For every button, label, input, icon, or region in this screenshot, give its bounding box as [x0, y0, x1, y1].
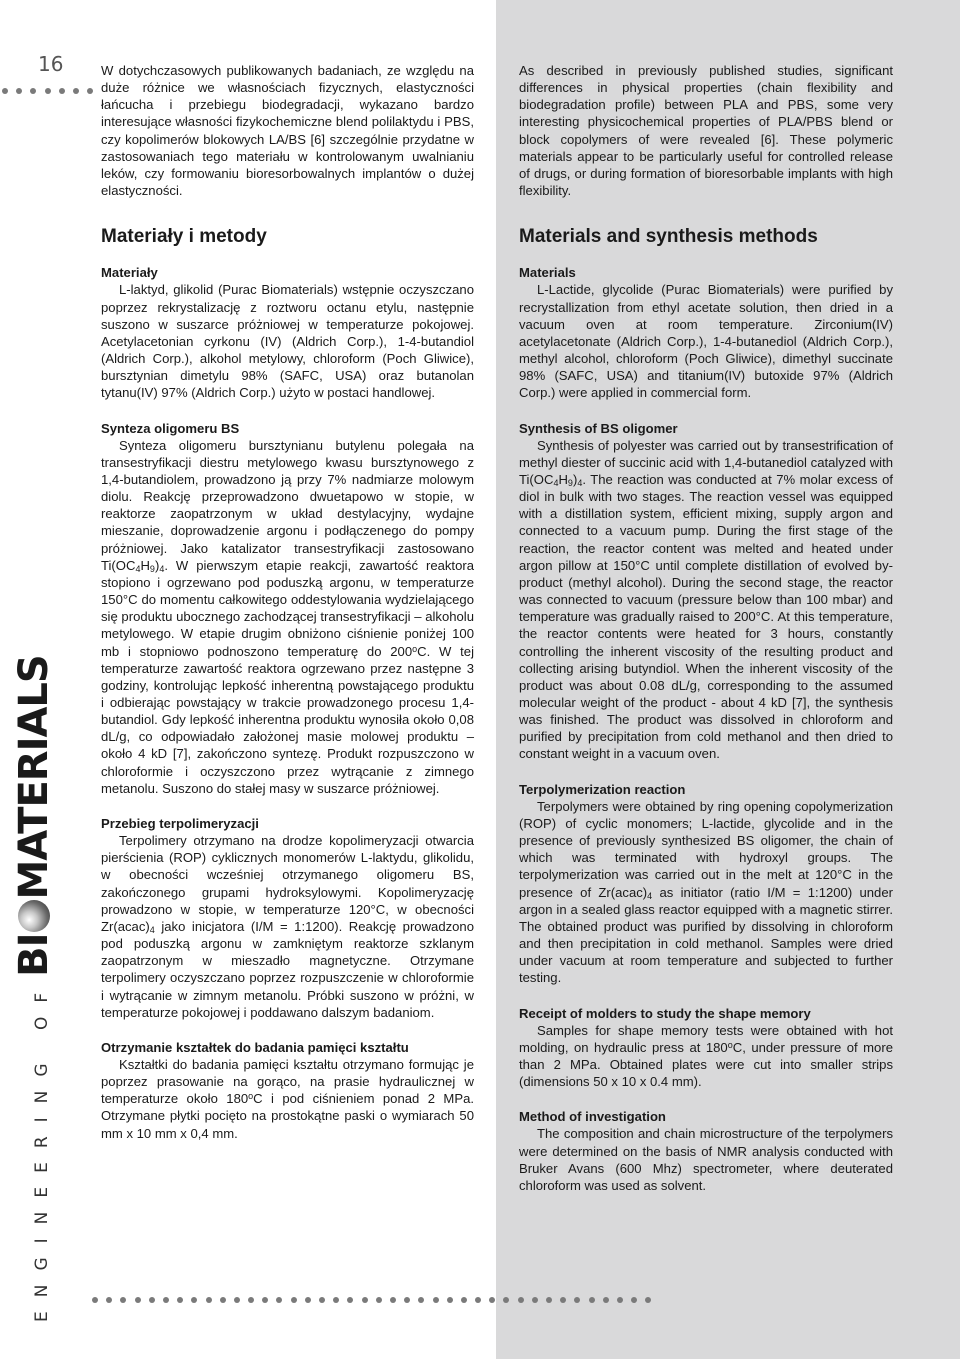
journal-logo-top-line: ENGINEERING OF	[32, 978, 52, 1322]
shape-memory-paragraph-en: Samples for shape memory tests were obtained with hot molding, on hydraulic press at 180$^o$C, under pressure of more than 2 MPa. Obtained plates were cut into smaller strips (dimensions 50 x 10 x 0.4 mm).	[519, 1022, 893, 1090]
sphere-logo-icon	[18, 901, 50, 933]
materials-heading-en: Materials	[519, 265, 576, 281]
shape-memory-heading-pl: Otrzymanie kształtek do badania pamięci kształtu	[101, 1039, 409, 1055]
terpolymerization-heading-pl: Przebieg terpolimeryzacji	[101, 815, 259, 831]
materials-heading-pl: Materiały	[101, 265, 158, 281]
journal-logo-main-left: BI	[11, 933, 57, 977]
section-title-pl: Materiały i metody	[101, 226, 267, 248]
materials-paragraph-en: L-Lactide, glycolide (Purac Biomaterials) were purified by recrystallization from ethyl acetate solution, then dried in a vacuum oven at room temperature. Zirconium(IV) acetylacetonate (Aldrich Corp.), 1-4-butanediol (Aldrich Corp.), methyl alcohol, chloroform (Poch Gliwice), dimethyl succinate 98% (SAFC, USA) and titanium(IV) butoxide 97% (Aldrich Corp.) were applied in commercial form.	[519, 282, 893, 401]
english-column	[519, 62, 893, 1194]
synthesis-paragraph-en: Synthesis of polyester was carried out by transestrification of methyl diester of succinic acid with 1,4-butanediol catalyzed with $Ti(OC_4H_9)_4$. The reaction was conducted at 7% molar excess of diol in bulk with two stages. The reaction vessel was equipped with a distillation system, efficient mixing, supply argon and connected to a vacuum pump. During the first stage of the reaction, the reactor content was melted and heated under argon pillow at 150°C until complete distillation of evolved by-product (methyl alcohol). During the second stage, the reactor was connected to vacuum (pressure below than 100 mbar) and temperature was gradually raised to 200°C. At this temperature, the reactor contents were heated for 3 hours, constantly controlling the inherent viscosity of the resulting product and collecting arising butyndiol. When the inherent viscosity of the product was about 0.08 dL/g, corresponding to the assumed molecular weight of the product - about 4 kD [7], the synthesis was finished. The product was dissolved in chloroform and purified by precipitation from cold methanol and then dried to constant weight in a vacuum oven.	[519, 437, 893, 762]
terpolymerization-paragraph-en: Terpolymers were obtained by ring opening copolymerization (ROP) of cyclic monomers; L-lactide, glycolide and in the presence of previously synthesized BS oligomer, the chain of which was terminated with hydroxyl groups. The terpolymerization was carried out in the melt at 120°C in the presence of $Zr(acac)_4$ as initiator (ratio I/M = 1:1200) under argon in a sealed glass reactor equipped with a magnetic stirrer. The obtained product was purified by dissolving in chloroform and then precipitation in cold methanol. Samples were dried under vacuum at room temperature and subjected to further testing.	[519, 798, 893, 986]
section-title-en: Materials and synthesis methods	[519, 226, 818, 248]
intro-paragraph-en: As described in previously published studies, significant differences in physical properties (chain flexibility and biodegradation profile) between PLA and PBS, some very interesting physicochemical properties of PLA/PBS blend or block copolymers of were revealed [6]. These polymeric materials appear to be particularly useful for controlled release of drugs, or during formation of bioresorbable implants with high flexibility.	[519, 63, 893, 199]
page-number: 16	[38, 52, 64, 76]
method-paragraph-en: The composition and chain microstructure of the terpolymers were determined on the basis of NMR analysis conducted with Bruker Avans (600 Mhz) spectrometer, where deuterated chloroform was used as solvent.	[519, 1126, 893, 1193]
terpolymerization-heading-en: Terpolymerization reaction	[519, 781, 686, 797]
journal-logo-main-right: MATERIALS	[11, 655, 57, 900]
shape-memory-paragraph-pl: Kształtki do badania pamięci kształtu otrzymano formując je poprzez prasowanie na gorąco, na prasie hydraulicznej w temperaturze około 180$^o$C i pod ciśnieniem ponad 2 MPa. Otrzymane płytki pocięto na prostokątne paski o wymiarach 50 mm x 10 mm x 0,4 mm.	[101, 1056, 474, 1141]
terpolymerization-paragraph-pl: Terpolimery otrzymano na drodze kopolimeryzacji otwarcia pierścienia (ROP) cyklicznych monomerów L-laktydu, glikolidu, w obecności wcześniej otrzymanego oligomeru BS, zakończonego grupami hydroksylowymi. Kopolimeryzację prowadzono w stopie, w temperaturze 120°C, w obecności $Zr(acac)_4$ jako inicjatora (I/M = 1:1200). Reakcję prowadzono pod poduszką argonu w zamkniętym reaktorze szklanym zaopatrzonym w mieszadło magnetyczne. Otrzymane terpolimery oczyszczano poprzez rozpuszczenie w chloroformie i wytrącanie w zimnym metanolu. Próbki suszono w próżni, w temperaturze pokojowej i poddawano dalszym badaniom.	[101, 833, 474, 1020]
method-heading-en: Method of investigation	[519, 1109, 666, 1125]
synthesis-paragraph-pl: Synteza oligomeru bursztynianu butylenu polegała na transestryfikacji diestru metylowego kwasu bursztynowego z 1,4-butandiolem, prowadzono ją przy 7% nadmiarze molowym diolu. Reakcję przeprowadzono dwuetapowo w stopie, w reaktorze zaopatrzonym w układ destylacyjny, wydajne mieszanie, doprowadzenie argonu i podłączenego do pompy próżniowej. Jako katalizator transestryfikacji zastosowano $Ti(OC_4H_9)_4$. W pierwszym etapie reakcji, zawartość reaktora stopiono i ogrzewano pod poduszką argonu, w temperaturze 150°C do momentu całkowitego oddestylowania wydzielającego się produktu ubocznego zachodzącej transestryfikacji – alkoholu metylowego. W etapie drugim obniżono ciśnienie poniżej 100 mb i stopniowo podnoszono temperaturę do 200$^o$C. W tej temperaturze zawartość reaktora ogrzewano przez następne 3 godziny, kontrolując lepkość inherentną powstającego produktu i odbierając powstający w trakcie prowadzonego procesu 1,4-butandiol. Gdy lepkość inherentna produktu wynosiła około 0,08 dL/g, co odpowiadało założonej masie molowej produktu – około 4 kD [7], zakończono syntezę. Produkt rozpuszczono w chloroformie i oczyszczono przez wytrącanie z zimnego metanolu. Suszono do stałej masy w suszarce próżniowej.	[101, 437, 474, 796]
synthesis-heading-pl: Synteza oligomeru BS	[101, 420, 240, 436]
shape-memory-heading-en: Receipt of molders to study the shape memory	[519, 1005, 811, 1021]
polish-column	[101, 62, 474, 1142]
journal-logo	[11, 655, 57, 1322]
synthesis-heading-en: Synthesis of BS oligomer	[519, 420, 678, 436]
bottom-dot-divider	[92, 1297, 660, 1303]
journal-logo-main	[11, 655, 57, 977]
top-dot-divider	[2, 88, 101, 94]
intro-paragraph-pl: W dotychczasowych publikowanych badaniach, ze względu na duże różnice we własnościach fizycznych, elastyczności łańcucha i przebiegu biodegradacji, wykazano bardzo interesujące własności fizykochemiczne blend polilaktydu i PBS, czy kopolimerów blokowych LA/BS [6] szczególnie przydatne w zastosowaniach tego materiału w kontrolowanym uwalnianiu leków, czy formowaniu bioresorbowalnych implantów o dużej elastyczności.	[101, 63, 474, 199]
materials-paragraph-pl: L-laktyd, glikolid (Purac Biomaterials) wstępnie oczyszczano poprzez rekrystalizację z roztworu octanu etylu, następnie suszono w suszarce próżniowej w temperaturze pokojowej. Acetylacetonian cyrkonu (IV) (Aldrich Corp.), 1-4-butandiol (Aldrich Corp.), alkohol metylowy, chloroform (Poch Gliwice), bursztynian dimetylu 98% (SAFC, USA) oraz butanolan tytanu(IV) 97% (Aldrich Corp.) użyto w postaci handlowej.	[101, 282, 474, 401]
